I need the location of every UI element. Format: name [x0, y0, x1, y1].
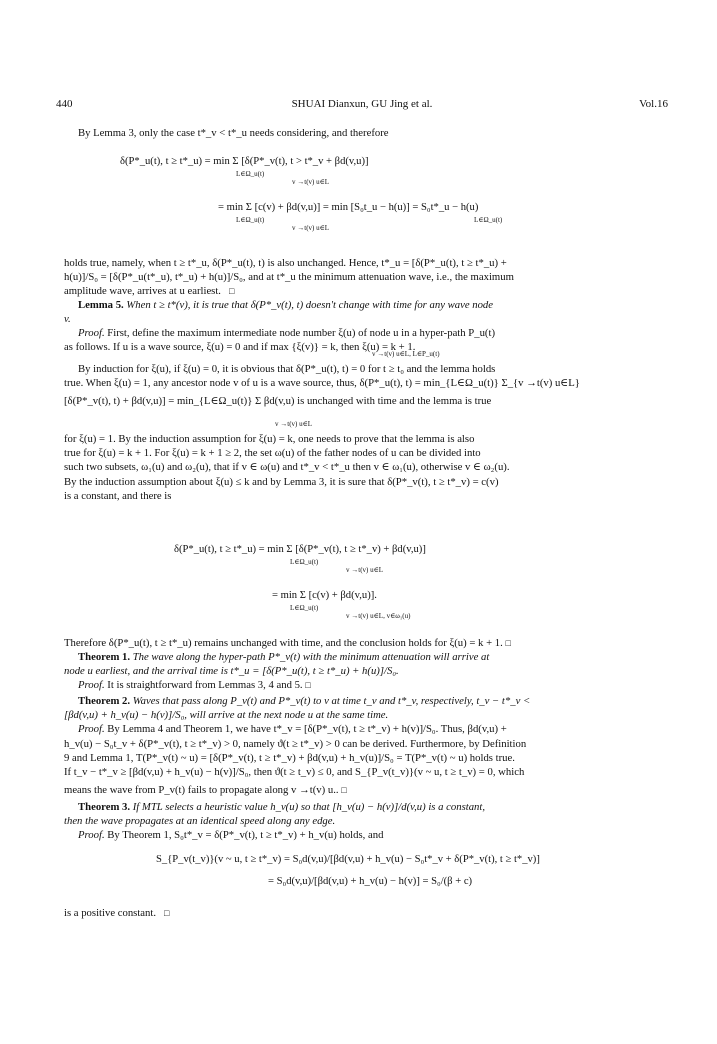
paragraph-lemma3-case: By Lemma 3, only the case t*_v < t*_u needs considering, and therefore [78, 127, 389, 139]
eq1-line2-min-sub-2: L∈Ω_u(t) [474, 216, 503, 224]
eq2-line1-min-sub: L∈Ω_u(t) [290, 558, 319, 566]
theorem-1: Theorem 1. The wave along the hyper-path P*_v(t) with the minimum attenuation will arrive at node u earliest, and the arrival time is t*_u = [δ(P*_u(t), t ≥ t*_u) + h(u)]/S₀. Proof. It is straightforward from Lemmas 3, 4 and 5. □ [64, 651, 490, 692]
paragraph-positive-constant: is a positive constant. [64, 907, 157, 919]
theorem1-label: Theorem 1. [78, 651, 131, 663]
theorem-3: Theorem 3. If MTL selects a heuristic value h_v(u) so that [h_v(u) − h(v)]/d(v,u) is a constant, then the wave propagates at an identical speed along any edge. Proof. By Theorem 1, S₀t*_v = δ(P*_v(t), t ≥ t*_v) + h_v(u) holds, and [64, 801, 486, 842]
eq2-line2-min-sub: L∈Ω_u(t) [290, 604, 319, 612]
equation-2-line-2: = min Σ [c(v) + βd(v,u)]. [272, 590, 377, 601]
volume-label: Vol.16 [639, 98, 668, 110]
equation-3-line-2: = S₀d(v,u)/[βd(v,u) + h_v(u) − h(v)] = S₀/(β + c) [268, 876, 473, 887]
eq2-line1-sum-sub: v →t(v) u∈L [346, 566, 384, 574]
theorem-2: Theorem 2. Waves that pass along P_v(t) and P*_v(t) to v at time t_v and t*_v, respectively, t_v − t*_v < [βd(v,u) + h_v(u) − h(v)]/S₀, will arrive at the next node u at the same time. Proof. By Lemma 4 and Theorem 1, we have t*_v = [δ(P*_v(t), t ≥ t*_v) + h(v)]/S₀. Thus, βd(v,u) + h_v(u) − S₀t_v + δ(P*_v(t), t ≥ t*_v) > 0, namely ϑ(t ≥ t*_v) > 0 can be derived. Furthermore, by Definition 9 and Lemma 1, T(P*_v(t) ~ u) = [δ(P*_v(t), t ≥ t*_v) + βd(v,u) + h_v(u)]/S₀ = T(P*_v(t) ~ u) holds true. If t_v − t*_v ≥ [βd(v,u) + h_v(u) − h(v)]/S₀, then ϑ(t ≥ t_v) ≤ 0, and S_{P_v(t_v)}(v ~ u, t ≥ t_v) = 0, which means the wave from P_v(t) fails to propagate along v →t(v) u.. □ [64, 695, 531, 797]
equation-1-line-1: δ(P*_u(t), t ≥ t*_u) = min Σ [δ(P*_v(t), t > t*_v + βd(v,u)] [120, 156, 369, 167]
eq1-line2-min-sub-1: L∈Ω_u(t) [236, 216, 265, 224]
qed-symbol: □ [229, 286, 235, 297]
theorem2-label: Theorem 2. [78, 695, 131, 707]
lemma5-label: Lemma 5. [78, 299, 124, 311]
running-title: SHUAI Dianxun, GU Jing et al. [291, 98, 433, 110]
equation-1-line-2: = min Σ [c(v) + βd(v,u)] = min [S₀t_u − h(u)] = S₀t*_u − h(u) [218, 202, 479, 213]
eq1-line2-sum-sub: v →t(v) u∈L [292, 224, 330, 232]
eq2-line2-sum-sub: v →t(v) u∈L, v∈ω₁(u) [346, 612, 411, 620]
equation-2-line-1: δ(P*_u(t), t ≥ t*_u) = min Σ [δ(P*_v(t), t ≥ t*_v) + βd(v,u)] [174, 544, 426, 555]
theorem3-label: Theorem 3. [78, 801, 131, 813]
proof-lemma-5: Proof. First, define the maximum intermediate node number ξ(u) of node u in a hyper-path P_u(t) as follows. If u is a wave source, ξ(u) = 0 and if max {ξ(v)} = k, then ξ(u) = k + 1. [64, 327, 496, 354]
paragraph-hence: holds true, namely, when t ≥ t*_u, δ(P*_u(t), t) is also unchanged. Hence, t*_u = [δ(P*_u(t), t ≥ t*_u) + h(u)]/S₀ = [δ(P*_u(t*_u), t*_u) + h(u)]/S₀, and at t*_u the minimum attenuation wave, i.e., the maximum amplitude wave, arrives at u earliest. □ [64, 257, 514, 298]
paper-page: 440 SHUAI Dianxun, GU Jing et al. Vol.16 By Lemma 3, only the case t*_v < t*_u needs considering, and therefore δ(P*_u(t), t ≥ t*_u) = min Σ [δ(P*_v(t), t > t*_v + βd(v,u)] L∈Ω_u(t) v →t(v) u∈L = min Σ [c(v) + βd(v,u)] = min [S₀t_u − h(u)] = S₀t*_u − h(u) L∈Ω_u(t) v →t(v) u∈L L∈Ω_u(t) holds true, namely, when t ≥ t*_u, δ(P*_u(t), t) is also unchanged. Hence, t*_u = [δ(P*_u(t), t ≥ t*_u) + h(u)]/S₀ = [δ(P*_u(t*_u), t*_u) + h(u)]/S₀, and at t*_u the minimum attenuation wave, i.e., the maximum amplitude wave, arrives at u earliest. □ Lemma 5. When t ≥ t*(v), it is true that δ(P*_v(t), t) doesn't change with time for any wave node v. Proof. First, define the maximum intermediate node number ξ(u) of node u in a hyper-path P_u(t) as follows. If u is a wave source, ξ(u) = 0 and if max {ξ(v)} = k, then ξ(u) = k + 1. v →t(v) u∈L, L∈P_u(t) By induction for ξ(u), if ξ(u) = 0, it is obvious that δ(P*_u(t), t) = 0 for t ≥ t₀ and the lemma holds true. When ξ(u) = 1, any ancestor node v of u is a wave source, thus, δ(P*_u(t), t) = min_{L∈Ω_u(t)} Σ_{v →t(v) u∈L} [δ(P*_v(t), t) + βd(v,u)] = min_{L∈Ω_u(t)} Σ βd(v,u) is unchanged with time and the lemma is true v →t(v) u∈L for ξ(u) = 1. By the induction assumption for ξ(u) = k, one needs to prove that the lemma is also true for ξ(u) = k + 1. For ξ(u) = k + 1 ≥ 2, the set ω(u) of the father nodes of u can be divided into such two subsets, ω₁(u) and ω₂(u), that if v ∈ ω(u) and t*_v < t*_u then v ∈ ω₁(u), otherwise v ∈ ω₂(u). By the induction assumption about ξ(u) ≤ k and by Lemma 3, it is sure that δ(P*_v(t), t ≥ t*_v) = c(v) is a constant, and there is δ(P*_u(t), t ≥ t*_u) = min Σ [δ(P*_v(t), t ≥ t*_v) + βd(v,u)] L∈Ω_u(t) v →t(v) u∈L = min Σ [c(v) + βd(v,u)]. L∈Ω_u(t) v →t(v) u∈L, v∈ω₁(u) Therefore δ(P*_u(t), t ≥ t*_u) remains unchanged with time, and the conclusion holds for ξ(u) = k + 1. □ Theorem 1. The wave along the hyper-path P*_v(t) with the minimum attenuation will arrive at node u earliest, and the arrival time is t*_u = [δ(P*_u(t), t ≥ t*_u) + h(u)]/S₀. Proof. It is straightforward from Lemmas 3, 4 and 5. □ Theorem 2. Waves that pass along P_v(t) and P*_v(t) to v at time t_v and t*_v, respectively, t_v − t*_v < [βd(v,u) + h_v(u) − h(v)]/S₀, will arrive at the next node u at the same time. Proof. By Lemma 4 and Theorem 1, we have t*_v = [δ(P*_v(t), t ≥ t*_v) + h(v)]/S₀. Thus, βd(v,u) + h_v(u) − S₀t_v + δ(P*_v(t), t ≥ t*_v) > 0, namely ϑ(t ≥ t*_v) > 0 can be derived. Furthermore, by Definition 9 and Lemma 1, T(P*_v(t) ~ u) = [δ(P*_v(t), t ≥ t*_v) + βd(v,u) + h_v(u)]/S₀ = T(P*_v(t) ~ u) holds true. If t_v − t*_v ≥ [βd(v,u) + h_v(u) − h(v)]/S₀, then ϑ(t ≥ t_v) ≤ 0, and S_{P_v(t_v)}(v ~ u, t ≥ t_v) = 0, which means the wave from P_v(t) fails to propagate along v →t(v) u.. □ Theorem 3. If MTL selects a heuristic value h_v(u) so that [h_v(u) − h(v)]/d(v,u) is a constant, then the wave propagates at an identical speed along any edge. Proof. By Theorem 1, S₀t*_v = δ(P*_v(t), t ≥ t*_v) + h_v(u) holds, and S_{P_v(t_v)}(v ~ u, t ≥ t*_v) = S₀d(v,u)/[βd(v,u) + h_v(u) − S₀t*_v + δ(P*_v(t), t ≥ t*_v)] = S₀d(v,u)/[βd(v,u) + h_v(u) − h(v)] = S₀/(β + c) is a positive constant. □ [56, 98, 668, 919]
eq1-line1-min-sub: L∈Ω_u(t) [236, 170, 265, 178]
paragraph-therefore: Therefore δ(P*_u(t), t ≥ t*_u) remains unchanged with time, and the conclusion holds for ξ(u) = k + 1. [64, 637, 503, 649]
equation-3-line-1: S_{P_v(t_v)}(v ~ u, t ≥ t*_v) = S₀d(v,u)/[βd(v,u) + h_v(u) − S₀t*_v + δ(P*_v(t), t ≥ t*_v)] [156, 854, 540, 865]
eq1-line1-sum-sub: v →t(v) u∈L [292, 178, 330, 186]
proof5-sum-sub: v →t(v) u∈L [275, 420, 313, 428]
proof5-max-sub: v →t(v) u∈L, L∈P_u(t) [372, 350, 440, 358]
proof-label: Proof. [78, 327, 105, 339]
lemma-5: Lemma 5. When t ≥ t*(v), it is true that δ(P*_v(t), t) doesn't change with time for any wave node [78, 299, 494, 311]
page-number: 440 [56, 98, 73, 110]
